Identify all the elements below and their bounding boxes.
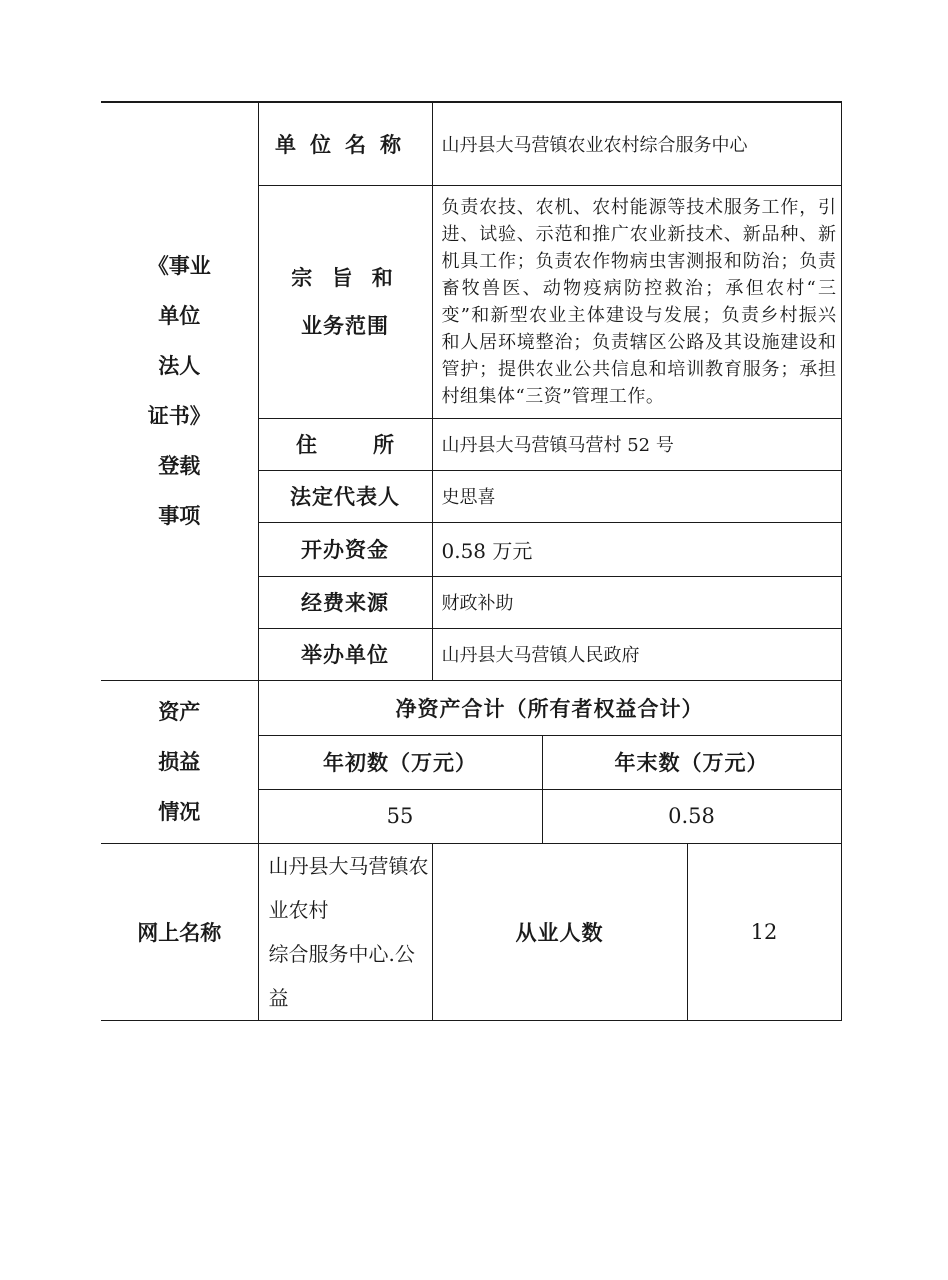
funding-source-value: 财政补助 — [432, 576, 841, 628]
purpose-label-line: 业务范围 — [301, 312, 389, 338]
begin-year-value: 55 — [258, 789, 542, 843]
online-name-line: 综合服务中心.公益 — [268, 941, 415, 1010]
residence-label-b: 所 — [373, 432, 394, 457]
section-line: 证书》 — [147, 403, 211, 429]
funding-source-label: 经费来源 — [258, 576, 432, 628]
funds-label: 开办资金 — [258, 522, 432, 576]
unit-name-label: 单位名称 — [258, 102, 432, 185]
residence-value: 山丹县大马营镇马营村 52 号 — [432, 418, 841, 470]
section-line: 登载 — [158, 453, 201, 479]
section-line: 法人 — [158, 353, 201, 379]
funds-value: 0.58 万元 — [432, 522, 841, 576]
online-name-value — [258, 843, 432, 1020]
net-assets-title: 净资产合计（所有者权益合计） — [258, 680, 841, 735]
section-registration-items — [101, 102, 258, 680]
section-line: 资产 — [158, 698, 201, 724]
section-line: 《事业 — [147, 253, 211, 279]
employees-value: 12 — [687, 843, 841, 1020]
end-year-label: 年末数（万元） — [542, 735, 841, 789]
purpose-label-line: 宗 旨 和 — [291, 264, 399, 290]
section-line: 情况 — [158, 798, 201, 824]
online-name-line: 山丹县大马营镇农业农村 — [268, 853, 429, 922]
section-line: 损益 — [158, 748, 201, 774]
row-unit-name — [101, 102, 841, 185]
employees-label: 从业人数 — [432, 843, 687, 1020]
section-line: 事项 — [158, 503, 201, 529]
end-year-value: 0.58 — [542, 789, 841, 843]
legal-rep-value: 史思喜 — [432, 470, 841, 522]
unit-name-value: 山丹县大马营镇农业农村综合服务中心 — [432, 102, 841, 185]
section-assets — [101, 680, 258, 843]
purpose-scope-label — [258, 185, 432, 418]
online-name-label: 网上名称 — [101, 843, 258, 1020]
row-net-assets-title — [101, 680, 841, 735]
residence-label — [258, 418, 432, 470]
sponsor-value: 山丹县大马营镇人民政府 — [432, 628, 841, 680]
section-line: 单位 — [158, 303, 201, 329]
registration-table — [101, 101, 842, 1021]
sponsor-label: 举办单位 — [258, 628, 432, 680]
purpose-scope-value: 负责农技、农机、农村能源等技术服务工作，引进、试验、示范和推广农业新技术、新品种、新机具工作；负责农作物病虫害测报和防治；负责畜牧兽医、动物疫病防控救治；承但农村“三变”和新型农业主体建设与发展；负责乡村振兴和人居环境整治；负责辖区公路及其设施建设和管护；提供农业公共信息和培训教育服务；承担村组集体“三资”管理工作。 — [432, 185, 841, 418]
row-online-name — [101, 843, 841, 1020]
begin-year-label: 年初数（万元） — [258, 735, 542, 789]
legal-rep-label: 法定代表人 — [258, 470, 432, 522]
residence-label-a: 住 — [296, 432, 317, 457]
